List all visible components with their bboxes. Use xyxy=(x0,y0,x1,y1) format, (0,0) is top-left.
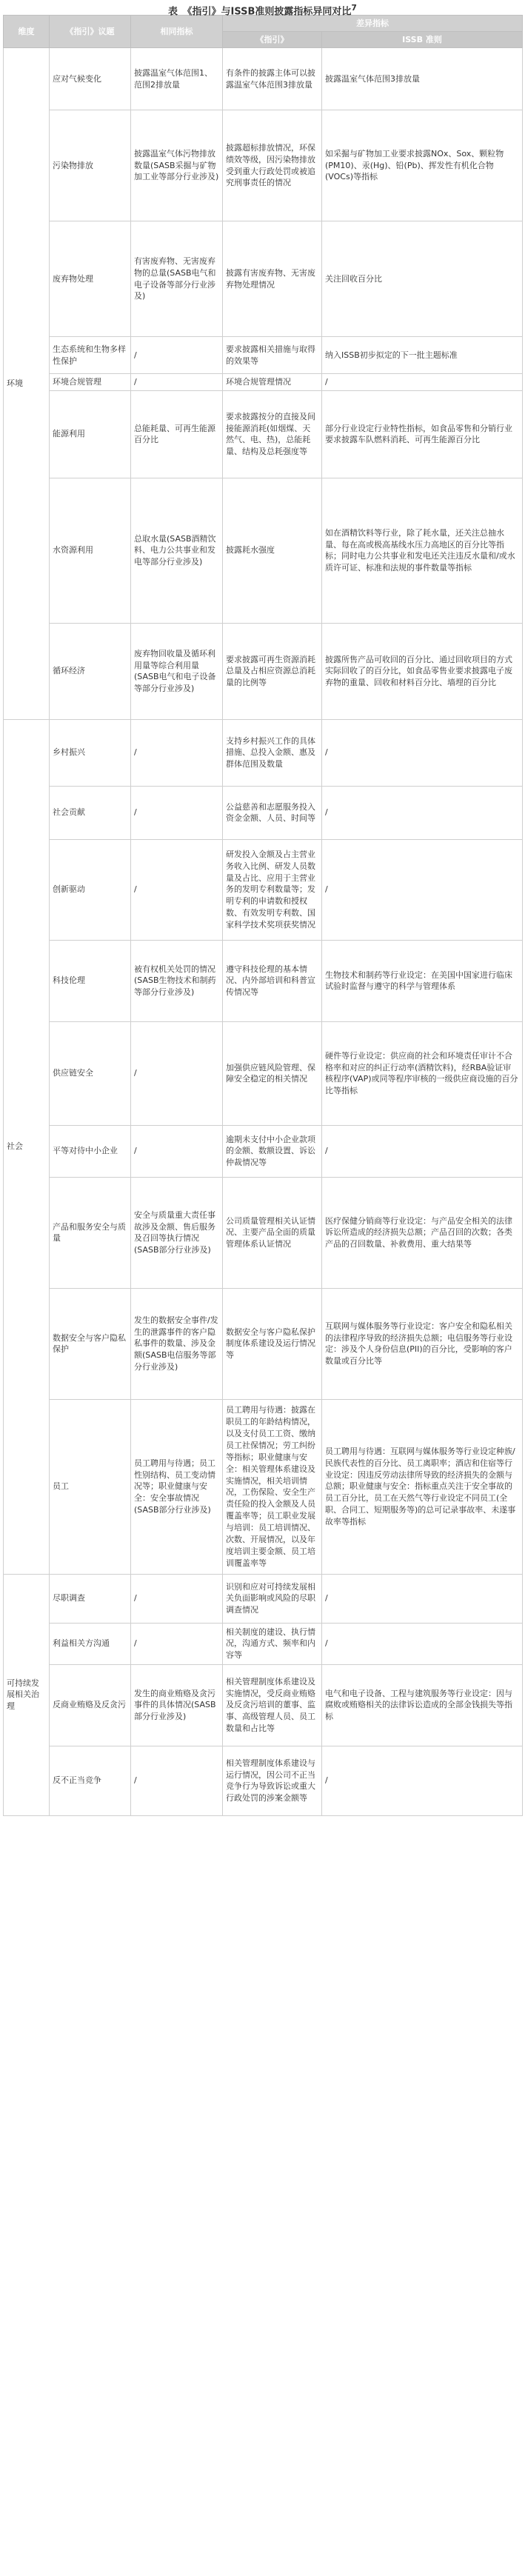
header-same: 相同指标 xyxy=(131,16,223,48)
issb-indicator-cell: 如采掘与矿物加工业要求披露NOx、Sox、颗粒物(PM10)、汞(Hg)、铅(Pb)、挥发性有机化合物(VOCs)等指标 xyxy=(322,110,523,221)
issb-indicator-cell: 关注回收百分比 xyxy=(322,221,523,337)
issb-indicator-cell: / xyxy=(322,374,523,391)
comparison-table xyxy=(3,15,523,1816)
table-row xyxy=(4,1177,523,1288)
table-row xyxy=(4,1288,523,1399)
guide-indicator-cell: 要求披露按分的直接及间接能源消耗(如烟煤、天然气、电、热)，总能耗量、结构及总耗强度等 xyxy=(223,390,322,478)
topic-cell: 尽职调查 xyxy=(50,1574,131,1623)
issb-indicator-cell: 电气和电子设备、工程与建筑服务等行业设定：因与腐败或贿赂相关的法律诉讼造成的全部金钱损失等指标 xyxy=(322,1664,523,1746)
topic-cell: 反商业贿赂及反贪污 xyxy=(50,1664,131,1746)
guide-indicator-cell: 披露有害废弃物、无害废弃物处理情况 xyxy=(223,221,322,337)
issb-indicator-cell: / xyxy=(322,786,523,839)
issb-indicator-cell: 生物技术和制药等行业设定：在美国中国家进行临床试验时监督与遵守的科学与管理体系 xyxy=(322,940,523,1021)
issb-indicator-cell: 如在酒精饮料等行业，除了耗水量，还关注总抽水量、每在高或极高基线水压力高地区的百分比等指标；同时电力公共事业和发电还关注违反水量和/或水质许可证、标准和法规的事件数量等指标 xyxy=(322,478,523,623)
issb-indicator-cell: 互联网与媒体服务等行业设定：客户安全和隐私相关的法律程序导致的经济损失总额；电信服务等行业设定：涉及个人身份信息(PII)的百分比，受影响的客户数量或百分比等 xyxy=(322,1288,523,1399)
issb-indicator-cell: / xyxy=(322,1623,523,1664)
header-dimension: 维度 xyxy=(4,16,50,48)
guide-indicator-cell: 相关管理制度体系建设及实施情况，受反商业贿赂及反贪污培训的董事、监事、高级管理人员、员工数量和占比等 xyxy=(223,1664,322,1746)
header-topic: 《指引》议题 xyxy=(50,16,131,48)
issb-indicator-cell: / xyxy=(322,719,523,786)
table-row xyxy=(4,1746,523,1815)
guide-indicator-cell: 逾期未支付中小企业款项的金额、数额设置、诉讼仲裁情况等 xyxy=(223,1125,322,1177)
topic-cell: 乡村振兴 xyxy=(50,719,131,786)
same-indicator-cell: 披露温室气体污物排放数量(SASB采掘与矿物加工业等部分行业涉及) xyxy=(131,110,223,221)
issb-indicator-cell: 部分行业设定行业特性指标，如食品零售和分销行业要求披露车队燃料消耗、可再生能源百分比 xyxy=(322,390,523,478)
issb-indicator-cell: / xyxy=(322,1746,523,1815)
same-indicator-cell: 员工聘用与待遇；员工性别结构、员工变动情况等；职业健康与安全：安全事故情况(SASB部分行业涉及) xyxy=(131,1399,223,1574)
issb-indicator-cell: / xyxy=(322,1574,523,1623)
table-row xyxy=(4,1399,523,1574)
table-row xyxy=(4,1574,523,1623)
topic-cell: 反不正当竞争 xyxy=(50,1746,131,1815)
topic-cell: 数据安全与客户隐私保护 xyxy=(50,1288,131,1399)
issb-indicator-cell: 医疗保健分销商等行业设定：与产品安全相关的法律诉讼所造成的经济损失总额；产品召回的次数；各类产品的召回数量、补救费用、重大结果等 xyxy=(322,1177,523,1288)
topic-cell: 污染物排放 xyxy=(50,110,131,221)
dimension-cell: 可持续发展相关治理 xyxy=(4,1574,50,1815)
topic-cell: 应对气候变化 xyxy=(50,48,131,110)
topic-cell: 水资源利用 xyxy=(50,478,131,623)
dimension-cell: 社会 xyxy=(4,719,50,1574)
guide-indicator-cell: 有条件的披露主体可以披露温室气体范围3排放量 xyxy=(223,48,322,110)
guide-indicator-cell: 识别和应对可持续发展相关负面影响或风险的尽职调查情况 xyxy=(223,1574,322,1623)
table-row xyxy=(4,1664,523,1746)
caption-text: 表 《指引》与ISSB准则披露指标异同对比 xyxy=(168,6,352,18)
table-row xyxy=(4,1623,523,1664)
table-row xyxy=(4,839,523,940)
same-indicator-cell: / xyxy=(131,1746,223,1815)
same-indicator-cell: / xyxy=(131,337,223,374)
table-row xyxy=(4,940,523,1021)
same-indicator-cell: / xyxy=(131,719,223,786)
topic-cell: 员工 xyxy=(50,1399,131,1574)
same-indicator-cell: / xyxy=(131,374,223,391)
table-body xyxy=(4,48,523,1816)
same-indicator-cell: 发生的数据安全事件/发生的泄露事件的客户隐私事件的数量、涉及金额(SASB电信服务等部分行业涉及) xyxy=(131,1288,223,1399)
table-row xyxy=(4,110,523,221)
issb-indicator-cell: 纳入ISSB初步拟定的下一批主题标准 xyxy=(322,337,523,374)
table-row xyxy=(4,337,523,374)
header-diff: 差异指标 xyxy=(223,16,523,32)
topic-cell: 社会贡献 xyxy=(50,786,131,839)
topic-cell: 平等对待中小企业 xyxy=(50,1125,131,1177)
same-indicator-cell: 总能耗量、可再生能源百分比 xyxy=(131,390,223,478)
guide-indicator-cell: 遵守科技伦理的基本情况、内外部培训和科普宣传情况等 xyxy=(223,940,322,1021)
caption-footnote: 7 xyxy=(351,3,357,13)
header-guide: 《指引》 xyxy=(223,32,322,48)
guide-indicator-cell: 加强供应链风险管理、保障安全稳定的相关情况 xyxy=(223,1021,322,1125)
guide-indicator-cell: 要求披露可再生资源消耗总量及占相应资源总消耗量的比例等 xyxy=(223,623,322,719)
table-row xyxy=(4,719,523,786)
topic-cell: 生态系统和生物多样性保护 xyxy=(50,337,131,374)
guide-indicator-cell: 公司质量管理相关认证情况、主要产品全面的质量管理体系认证情况 xyxy=(223,1177,322,1288)
guide-indicator-cell: 员工聘用与待遇：披露在职员工的年龄结构情况，以及支付员工工资、缴纳员工社保情况；劳工纠纷等指标；职业健康与安全：相关管理体系建设及实施情况，相关培训情况，工伤保险、安全生产责任险的投入金额及人员覆盖率等；员工职业发展与培训：员工培训情况、次数、开展情况，以及年度培训主要金额、员工培训覆盖率等 xyxy=(223,1399,322,1574)
same-indicator-cell: 发生的商业贿赂及贪污事件的具体情况(SASB部分行业涉及) xyxy=(131,1664,223,1746)
issb-indicator-cell: 硬件等行业设定：供应商的社会和环境责任审计不合格率和对应的纠正行动率(酒精饮料)，经RBA验证审核程序(VAP)或同等程序审核的一级供应商设施的百分比等指标 xyxy=(322,1021,523,1125)
guide-indicator-cell: 研发投入金额及占主营业务收入比例、研发人员数量及占比、应用于主营业务的发明专利数量等；发明专利的申请数和授权数、有效发明专利数、国家科学技术奖项获奖情况 xyxy=(223,839,322,940)
table-row xyxy=(4,478,523,623)
table-row xyxy=(4,623,523,719)
same-indicator-cell: / xyxy=(131,1021,223,1125)
guide-indicator-cell: 支持乡村振兴工作的具体措施、总投入金额、惠及群体范围及数量 xyxy=(223,719,322,786)
issb-indicator-cell: 披露所售产品可收回的百分比、通过回收项目的方式实际回收了的百分比，如食品零售业要求披露电子废弃物的重量、回收和材料百分比、墙埋的百分比 xyxy=(322,623,523,719)
table-row xyxy=(4,390,523,478)
guide-indicator-cell: 环境合规管理情况 xyxy=(223,374,322,391)
topic-cell: 循环经济 xyxy=(50,623,131,719)
same-indicator-cell: 安全与质量重大责任事故涉及金额、售后服务及召回等执行情况(SASB部分行业涉及) xyxy=(131,1177,223,1288)
topic-cell: 供应链安全 xyxy=(50,1021,131,1125)
same-indicator-cell: / xyxy=(131,1623,223,1664)
same-indicator-cell: / xyxy=(131,786,223,839)
issb-indicator-cell: 员工聘用与待遇：互联网与媒体服务等行业设定种族/民族代表性的百分比、员工离职率；酒店和住宿等行业设定：因违反劳动法律所导致的经济损失的金额与总额；职业健康与安全：指标重点关注于安全事故的员工百分比，员工在天然气等行业设定不同员工(全职、合同工、短期服务等)的总可记录事故率、未遂事故率等指标 xyxy=(322,1399,523,1574)
table-caption xyxy=(0,0,525,18)
topic-cell: 能源利用 xyxy=(50,390,131,478)
same-indicator-cell: / xyxy=(131,1574,223,1623)
issb-indicator-cell: 披露温室气体范围3排放量 xyxy=(322,48,523,110)
guide-indicator-cell: 披露超标排放情况，环保绩效等级，因污染物排放受到重大行政处罚或被追究刑事责任的情况 xyxy=(223,110,322,221)
guide-indicator-cell: 相关制度的建设、执行情况，沟通方式、频率和内容等 xyxy=(223,1623,322,1664)
topic-cell: 创新驱动 xyxy=(50,839,131,940)
issb-indicator-cell: / xyxy=(322,839,523,940)
table-row xyxy=(4,48,523,110)
topic-cell: 产品和服务安全与质量 xyxy=(50,1177,131,1288)
same-indicator-cell: 被有权机关处罚的情况(SASB生物技术和制药等部分行业涉及) xyxy=(131,940,223,1021)
guide-indicator-cell: 披露耗水强度 xyxy=(223,478,322,623)
issb-indicator-cell: / xyxy=(322,1125,523,1177)
topic-cell: 废弃物处理 xyxy=(50,221,131,337)
table-row xyxy=(4,221,523,337)
same-indicator-cell: 披露温室气体范围1、范围2排放量 xyxy=(131,48,223,110)
dimension-cell: 环境 xyxy=(4,48,50,720)
same-indicator-cell: 总取水量(SASB酒精饮料、电力公共事业和发电等部分行业涉及) xyxy=(131,478,223,623)
guide-indicator-cell: 要求披露相关措施与取得的效果等 xyxy=(223,337,322,374)
same-indicator-cell: 有害废弃物、无害废弃物的总量(SASB电气和电子设备等部分行业涉及) xyxy=(131,221,223,337)
same-indicator-cell: / xyxy=(131,1125,223,1177)
guide-indicator-cell: 数据安全与客户隐私保护制度体系建设及运行情况等 xyxy=(223,1288,322,1399)
topic-cell: 环境合规管理 xyxy=(50,374,131,391)
table-row xyxy=(4,786,523,839)
table-row xyxy=(4,1021,523,1125)
topic-cell: 利益相关方沟通 xyxy=(50,1623,131,1664)
table-header xyxy=(4,16,523,48)
same-indicator-cell: / xyxy=(131,839,223,940)
table-row xyxy=(4,374,523,391)
guide-indicator-cell: 相关管理制度体系建设与运行情况，因公司不正当竞争行为导致诉讼或重大行政处罚的涉案金额等 xyxy=(223,1746,322,1815)
guide-indicator-cell: 公益慈善和志愿服务投入资金金额、人员、时间等 xyxy=(223,786,322,839)
topic-cell: 科技伦理 xyxy=(50,940,131,1021)
table-row xyxy=(4,1125,523,1177)
same-indicator-cell: 废弃物回收量及循环利用量等综合利用量(SASB电气和电子设备等部分行业涉及) xyxy=(131,623,223,719)
header-issb: ISSB 准则 xyxy=(322,32,523,48)
